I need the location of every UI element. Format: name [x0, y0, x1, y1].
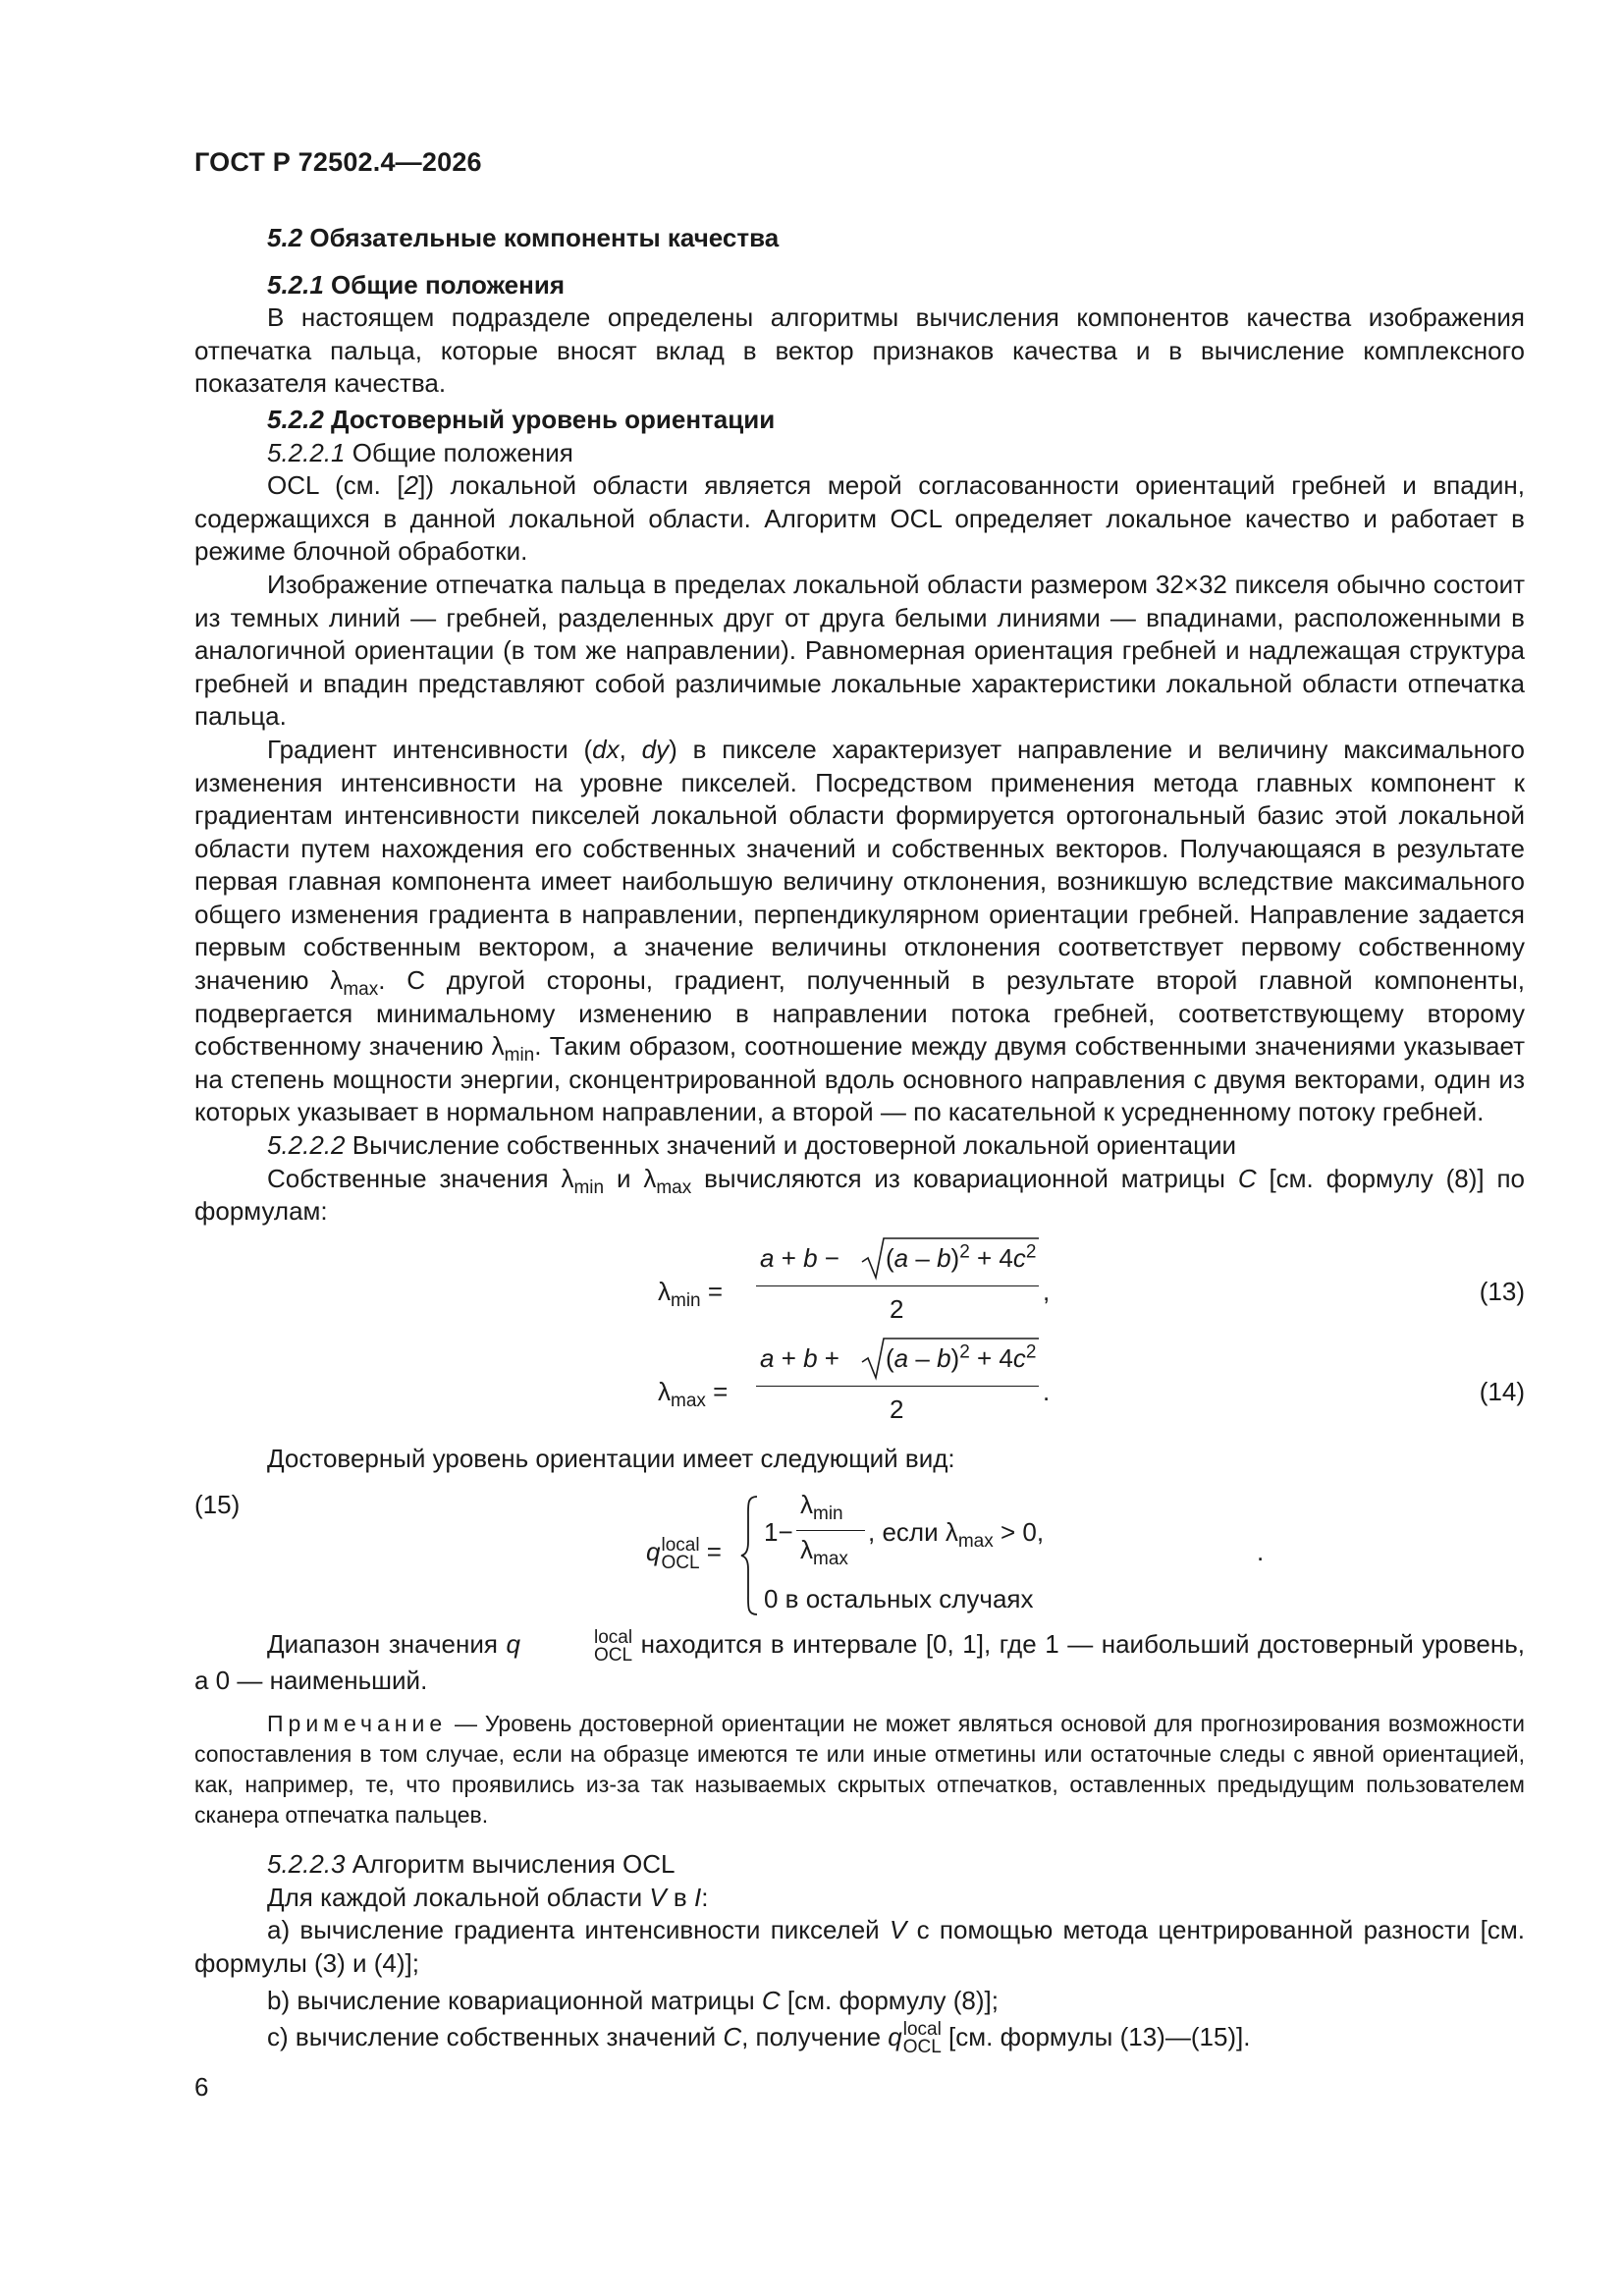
note-label: Примечание	[267, 1711, 448, 1737]
eq13-denominator: 2	[890, 1293, 904, 1324]
subsection-heading-5-2-2-3: 5.2.2.3 Алгоритм вычисления OCL	[267, 1849, 676, 1880]
paragraph: Градиент интенсивности (dx, dy) в пикселе характеризует направление и величину максимального изменения интенсивности на уровне пикселей. Посредством применения метода главных компонент к градиентам интенсивности пикселей локальной области формируется ортогональный базис этой локальной области путем нахождения его собственных значений и собственных векторов. Получающаяся в результате первая главная компонента имеет наибольшую величину отклонения, возникшую вследствие максимального общего изменения градиента в направлении, перпендикулярном ориентации гребней. Направление задается первым собственным вектором, а значение величины отклонения соответствует первому собственному значению $\lambda_{max}$. С другой стороны, градиент, полученный в результате второй главной компоненты, подвергается минимальному изменению в направлении потока гребней, соответствующему второму собственному значению $\lambda_{min}$. Таким образом, соотношение между двумя собственными значениями указывает на степень мощности энергии, сконцентрированной вдоль основного направления с двумя векторами, один из которых указывает в нормальном направлении, а второй — по касательной к усредненному потоку гребней.	[194, 734, 1526, 1127]
paragraph: Собственные значения $\lambda_{min}$ и $\lambda_{max}$ вычисляются из ковариационной матрицы C [см. формулу (8)] по формулам:	[194, 1163, 1525, 1227]
eq15-label: (15)	[194, 1490, 241, 1520]
eq15-punct: .	[1257, 1537, 1265, 1567]
eq15-otherwise: 0 в остальных случаях	[764, 1584, 1034, 1614]
eq13-lhs: $\lambda_{min}$ =	[658, 1276, 724, 1311]
eq13-punct: ,	[1043, 1276, 1051, 1306]
document-header: ГОСТ Р 72502.4—2026	[194, 147, 482, 177]
page-number: 6	[194, 2072, 209, 2102]
paragraph: Для каждой локальной области V в I:	[267, 1882, 709, 1912]
paragraph: Диапазон значения q local OCL находится в интервале [0, 1], где 1 — наибольший достоверный уровень, а 0 — наименьший.	[194, 1626, 1525, 1695]
document-body	[194, 222, 1525, 2056]
section-heading-5-2-2: 5.2.2 Достоверный уровень ориентации	[267, 404, 776, 434]
section-heading-5-2-1: 5.2.1 Общие положения	[267, 269, 565, 300]
eq14-fraction-bar	[756, 1386, 1039, 1387]
eq14-numerator: a + b +	[760, 1342, 839, 1373]
paragraph: Достоверный уровень ориентации имеет следующий вид:	[267, 1443, 955, 1473]
eq14-denominator: 2	[890, 1394, 904, 1424]
list-item: a) вычисление градиента интенсивности пикселей V с помощью метода центрированной разности [см. формулы (3) и (4)];	[194, 1915, 1525, 1978]
eq14-fraction	[756, 1339, 1039, 1437]
eq15-one-minus: 1−	[764, 1517, 793, 1548]
eq15-lhs: q local OCL =	[646, 1534, 722, 1573]
paragraph: OCL (см. [2]) локальной области является мерой согласованности ориентаций гребней и впадин, содержащихся в данной локальной области. Алгоритм OCL определяет локальное качество и работает в режиме блочной обработки.	[194, 470, 1525, 567]
section-heading-5-2: 5.2 Обязательные компоненты качества	[267, 223, 780, 252]
eq15-left-brace	[739, 1495, 761, 1616]
paragraph: В настоящем подразделе определены алгоритмы вычисления компонентов качества изображения отпечатка пальца, которые вносят вклад в вектор признаков качества и в вычисление комплексного показателя качества.	[194, 302, 1525, 399]
equation-14	[194, 1339, 1525, 1437]
subsection-heading-5-2-2-1: 5.2.2.1 Общие положения	[267, 437, 573, 467]
eq14-radicand: $(a - b)^2 + 4c^2$	[886, 1341, 1037, 1373]
eq13-radicand: $(a - b)^2 + 4c^2$	[886, 1241, 1037, 1273]
note-text: — Уровень достоверной ориентации не может являться основой для прогнозирования возможности сопоставления в том случае, если на образце имеются те или иные отметины или остаточные следы с явной ориентацией, как, например, те, что проявились из-за так называемых скрытых отпечатков, оставленных предыдущим пользователем сканера отпечатка пальцев.	[194, 1711, 1525, 1829]
eq13-label: (13)	[1479, 1276, 1525, 1306]
eq15-fraction-num: $\lambda_{min}$	[800, 1490, 843, 1525]
eq15-condition: , если $\lambda_{max} > 0$,	[868, 1517, 1045, 1553]
paragraph: Изображение отпечатка пальца в пределах локальной области размером 32×32 пикселя обычно состоит из темных линий — гребней, разделенных друг от друга белыми линиями — впадинами, расположенными в аналогичной ориентации (в том же направлении). Равномерная ориентация гребней и надлежащая структура гребней и впадин представляют собой различимые локальные характеристики локальной области отпечатка пальца.	[194, 569, 1525, 732]
note-block	[194, 1709, 1525, 1831]
equation-13	[194, 1238, 1525, 1337]
list-item: c) вычисление собственных значений C, получение q local OCL [см. формулы (13)—(15)].	[267, 2019, 1251, 2058]
eq14-punct: .	[1043, 1376, 1051, 1406]
eq14-lhs: $\lambda_{max}$ =	[658, 1376, 729, 1411]
eq13-fraction	[756, 1238, 1039, 1337]
equation-15	[194, 1489, 1525, 1620]
eq15-fraction-bar	[796, 1530, 865, 1531]
eq13-fraction-bar	[756, 1285, 1039, 1286]
eq15-fraction-den: $\lambda_{max}$	[800, 1535, 848, 1570]
eq13-numerator: a + b −	[760, 1242, 839, 1273]
subsection-heading-5-2-2-2: 5.2.2.2 Вычисление собственных значений и достоверной локальной ориентации	[267, 1130, 1237, 1161]
list-item: b) вычисление ковариационной матрицы C [см. формулу (8)];	[267, 1985, 999, 2015]
eq14-label: (14)	[1479, 1376, 1525, 1406]
